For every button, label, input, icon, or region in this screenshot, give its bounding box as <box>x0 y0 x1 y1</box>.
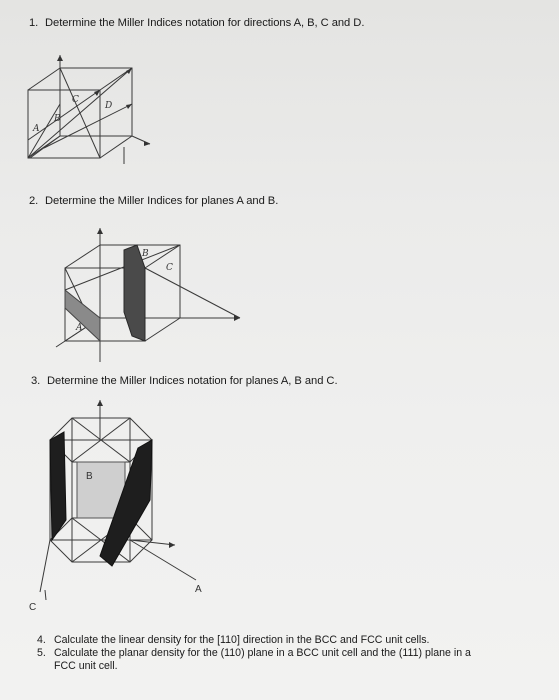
question-number: 2. <box>29 195 39 207</box>
question-5-continuation <box>37 660 471 673</box>
question-5 <box>37 647 471 660</box>
a-direction-line <box>130 540 196 580</box>
question-text: Determine the Miller Indices notation for directions A, B, C and D. <box>45 17 365 29</box>
question-text-line2: FCC unit cell. <box>54 660 118 672</box>
question-text: Determine the Miller Indices notation for planes A, B and C. <box>47 375 338 387</box>
label-b: B <box>86 471 93 482</box>
questions-4-5 <box>37 634 471 673</box>
question-text: Determine the Miller Indices for planes A and B. <box>45 195 279 207</box>
question-text: Calculate the linear density for the [110] direction in the BCC and FCC unit cells. <box>54 634 430 646</box>
label-b: B <box>54 114 61 124</box>
label-c: C <box>29 602 37 613</box>
question-4 <box>37 634 471 647</box>
question-number: 4. <box>37 634 46 646</box>
label-d: D <box>105 101 113 111</box>
label-a: A <box>76 323 83 333</box>
question-text-line1: Calculate the planar density for the (110) plane in a BCC unit cell and the (111) plane in a <box>54 647 471 659</box>
question-number: 3. <box>31 375 41 387</box>
label-c: C <box>166 263 173 273</box>
question-number: 1. <box>29 17 39 29</box>
label-c: C <box>72 95 79 105</box>
label-a: A <box>33 124 40 134</box>
plane-c <box>50 432 66 540</box>
label-b: B <box>142 249 149 259</box>
question-number: 5. <box>37 647 46 659</box>
label-a: A <box>195 584 202 595</box>
